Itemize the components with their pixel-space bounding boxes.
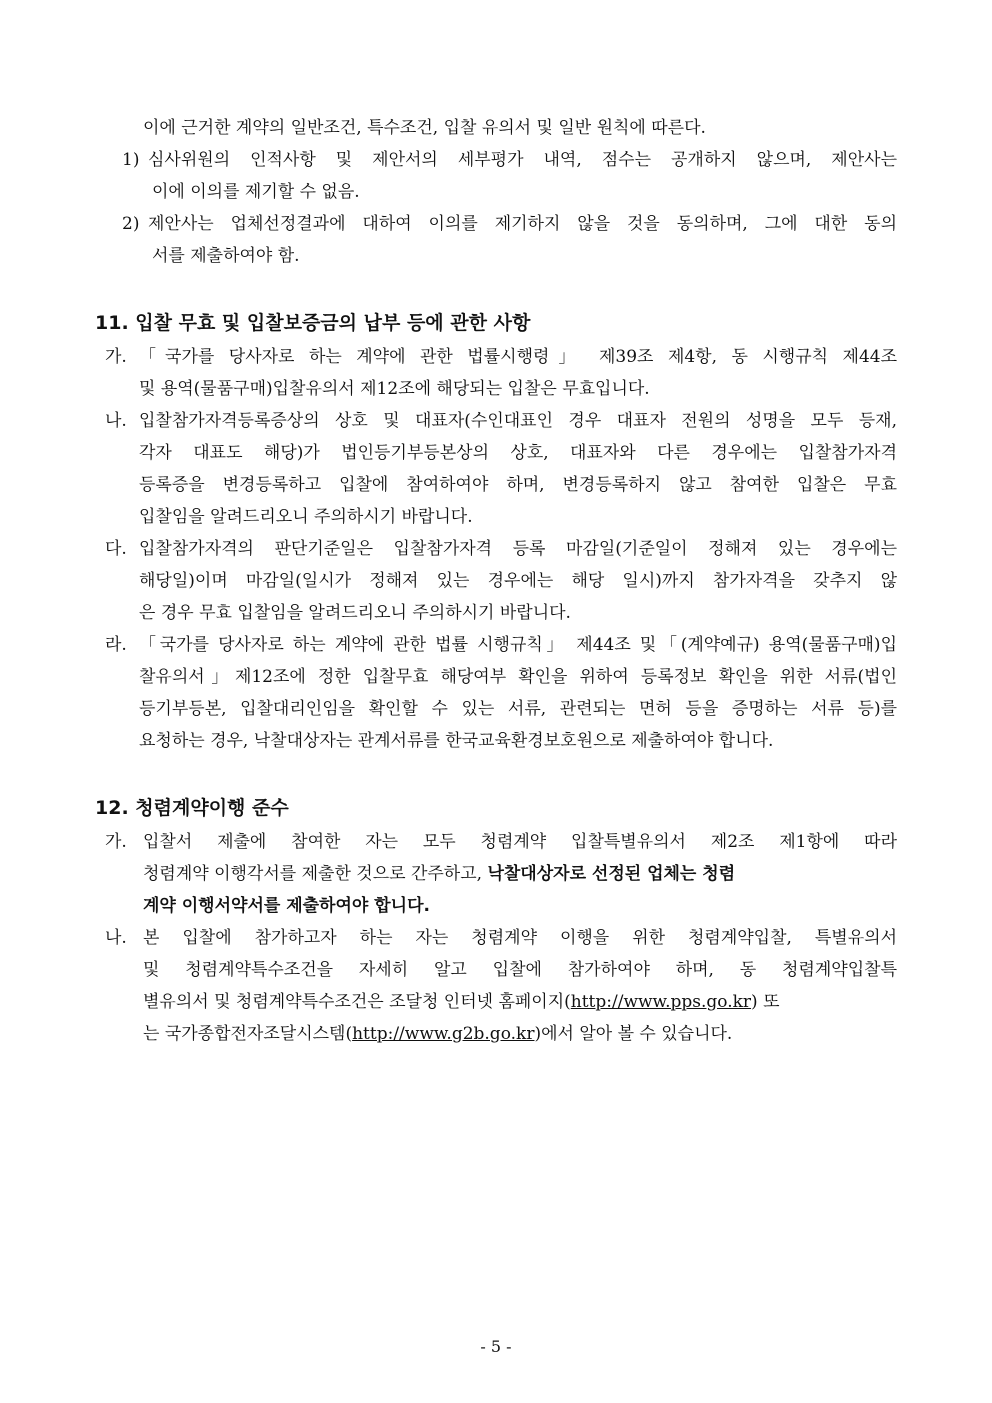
section-12-item-ga-text: 청렴계약 이행각서를 제출한 것으로 간주하고, xyxy=(143,864,488,884)
section-11-item-na-marker: 나. xyxy=(105,411,127,431)
section-11-item-na-line: 등록증을 변경등록하고 입찰에 참여하여야 하며, 변경등록하지 않고 참여한 입찰은 무효 xyxy=(139,475,897,495)
section-11-item-na-line: 입찰참가자격등록증상의 상호 및 대표자(수인대표인 경우 대표자 전원의 성명을 모두 등재, xyxy=(139,411,897,431)
pps-link[interactable]: http://www.pps.go.kr xyxy=(570,992,752,1012)
section-12-item-na-marker: 나. xyxy=(105,928,127,948)
section-11-item-ra-line: 「국가를 당사자로 하는 계약에 관한 법률 시행규칙」 제44조 및「(계약예규) 용역(물품구매)입 xyxy=(139,635,897,655)
section-12-item-ga-line: 입찰서 제출에 참여한 자는 모두 청렴계약 입찰특별유의서 제2조 제1항에 따라 xyxy=(143,832,897,852)
intro-item-1-line: 이에 이의를 제기할 수 없음. xyxy=(152,182,360,202)
section-11-item-da-line: 입찰참가자격의 판단기준일은 입찰참가자격 등록 마감일(기준일이 정해져 있는 경우에는 xyxy=(139,539,897,559)
section-12-item-ga-emphasis: 계약 이행서약서를 제출하여야 합니다. xyxy=(143,896,430,916)
intro-line: 이에 근거한 계약의 일반조건, 특수조건, 입찰 유의서 및 일반 원칙에 따른다. xyxy=(143,118,706,138)
section-11-item-ra-marker: 라. xyxy=(105,635,127,655)
section-11-item-ga-marker: 가. xyxy=(105,347,127,367)
section-12-item-na-text: ) 또 xyxy=(751,992,780,1012)
section-11-item-da-line: 은 경우 무효 입찰임을 알려드리오니 주의하시기 바랍니다. xyxy=(139,603,571,623)
intro-item-2-marker: 2) xyxy=(122,214,140,234)
section-11-item-da-marker: 다. xyxy=(105,539,127,559)
section-12-item-na-text: )에서 알아 볼 수 있습니다. xyxy=(534,1024,733,1044)
section-12-item-na-line xyxy=(143,1023,732,1045)
section-12-item-na-line: 및 청렴계약특수조건을 자세히 알고 입찰에 참가하여야 하며, 동 청렴계약입찰특 xyxy=(143,960,897,980)
section-12-item-ga-emphasis: 낙찰대상자로 선정된 업체는 청렴 xyxy=(487,864,736,884)
intro-item-2-line: 서를 제출하여야 함. xyxy=(152,246,300,266)
section-12-item-na-text: 는 국가종합전자조달시스템( xyxy=(143,1024,353,1044)
section-11-item-ra-line: 등기부등본, 입찰대리인임을 확인할 수 있는 서류, 관련되는 면허 등을 증명하는 서류 등)를 xyxy=(139,699,897,719)
section-11-item-ga-line: 「국가를 당사자로 하는 계약에 관한 법률시행령」 제39조 제4항, 동 시행규칙 제44조 xyxy=(139,347,897,367)
section-12-item-na-line: 본 입찰에 참가하고자 하는 자는 청렴계약 이행을 위한 청렴계약입찰, 특별유의서 xyxy=(143,928,897,948)
section-11-item-na-line: 입찰임을 알려드리오니 주의하시기 바랍니다. xyxy=(139,507,473,527)
section-12-item-ga-line xyxy=(143,863,735,885)
section-12-heading: 12. 청렴계약이행 준수 xyxy=(95,797,289,819)
section-11-item-ga-line: 및 용역(물품구매)입찰유의서 제12조에 해당되는 입찰은 무효입니다. xyxy=(139,379,650,399)
intro-item-2-line: 제안사는 업체선정결과에 대하여 이의를 제기하지 않을 것을 동의하며, 그에 대한 동의 xyxy=(148,214,897,234)
intro-item-1-marker: 1) xyxy=(122,150,140,170)
section-12-item-na-line xyxy=(143,991,780,1013)
section-12-item-ga-marker: 가. xyxy=(105,832,127,852)
intro-item-1-line: 심사위원의 인적사항 및 제안서의 세부평가 내역, 점수는 공개하지 않으며, 제안사는 xyxy=(148,150,897,170)
section-12-item-na-text: 별유의서 및 청렴계약특수조건은 조달청 인터넷 홈페이지( xyxy=(143,992,571,1012)
section-11-item-da-line: 해당일)이며 마감일(일시가 정해져 있는 경우에는 해당 일시)까지 참가자격을 갖추지 않 xyxy=(139,571,897,591)
section-11-heading: 11. 입찰 무효 및 입찰보증금의 납부 등에 관한 사항 xyxy=(95,312,531,334)
section-11-item-ra-line: 요청하는 경우, 낙찰대상자는 관계서류를 한국교육환경보호원으로 제출하여야 합니다. xyxy=(139,731,774,751)
section-11-item-na-line: 각자 대표도 해당)가 법인등기부등본상의 상호, 대표자와 다른 경우에는 입찰참가자격 xyxy=(139,443,897,463)
page-number: - 5 - xyxy=(480,1337,512,1356)
g2b-link[interactable]: http://www.g2b.go.kr xyxy=(352,1024,535,1044)
section-11-item-ra-line: 찰유의서」제12조에 정한 입찰무효 해당여부 확인을 위하여 등록정보 확인을 위한 서류(법인 xyxy=(139,667,897,687)
